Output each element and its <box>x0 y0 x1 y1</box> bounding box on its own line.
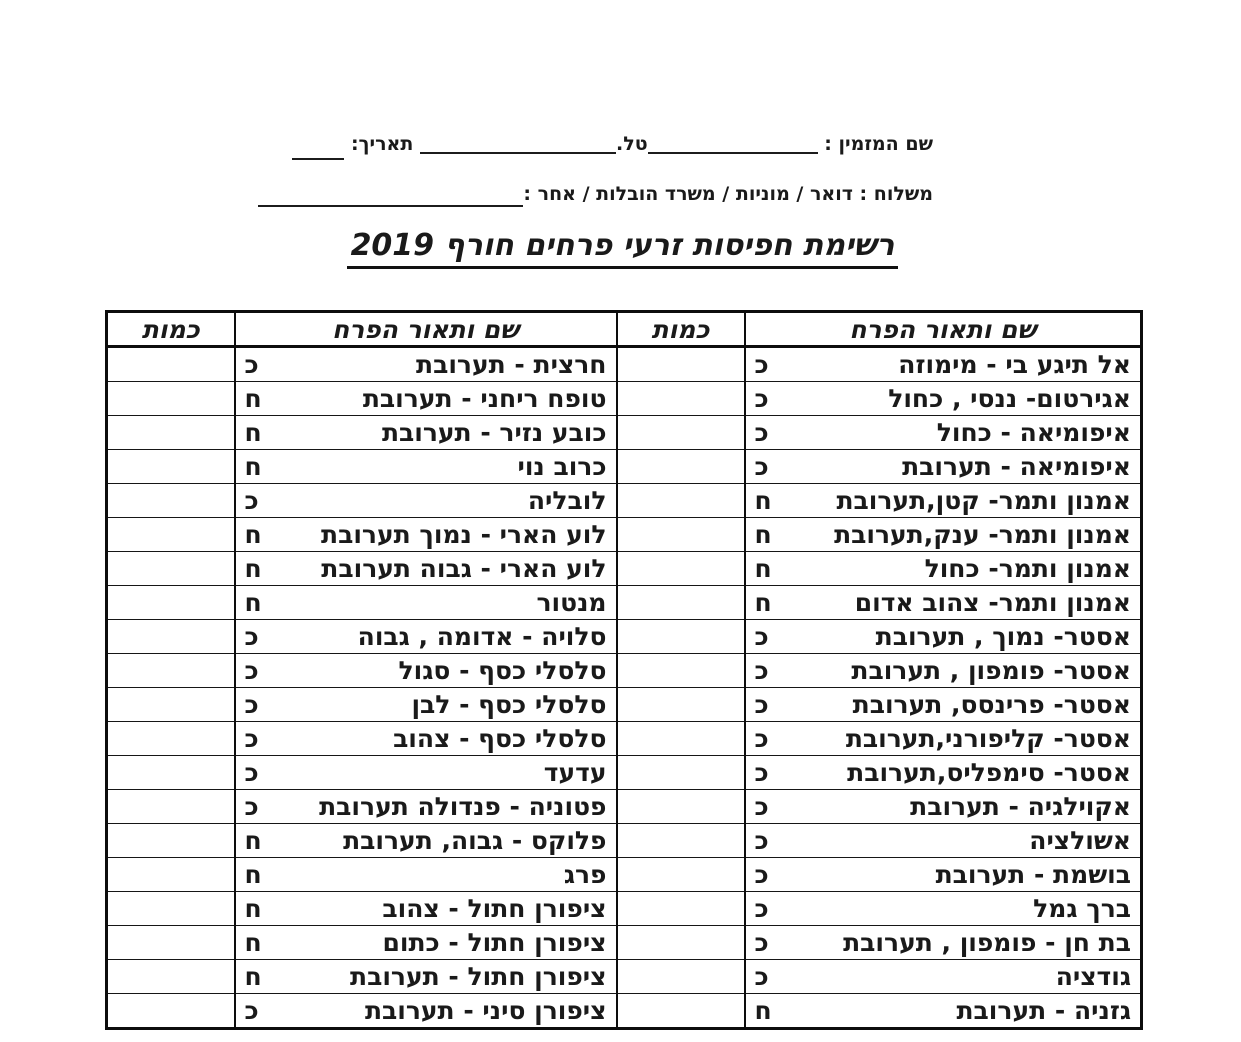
qty-cell-left <box>107 518 235 552</box>
packet-code-left: כ <box>244 656 259 685</box>
flower-name-right: בושמת - תערובת <box>935 860 1131 889</box>
qty-cell-right <box>617 756 745 790</box>
table-row <box>107 484 1142 518</box>
packet-code-left: ח <box>244 554 262 583</box>
flower-name-cell-right <box>745 586 1142 620</box>
flower-name-cell-right <box>745 382 1142 416</box>
packet-code-right: כ <box>754 962 769 991</box>
qty-cell-left <box>107 926 235 960</box>
qty-cell-left <box>107 960 235 994</box>
packet-code-right: כ <box>754 758 769 787</box>
qty-cell-right <box>617 552 745 586</box>
flower-name-cell-left <box>235 484 617 518</box>
packet-code-right: כ <box>754 826 769 855</box>
packet-code-left: ח <box>244 894 262 923</box>
packet-code-right: כ <box>754 350 769 379</box>
flower-name-left: כובע נזיר - תערובת <box>381 418 607 447</box>
packet-code-left: כ <box>244 622 259 651</box>
table-row <box>107 960 1142 994</box>
packet-code-left: כ <box>244 690 259 719</box>
packet-code-left: ח <box>244 520 262 549</box>
flower-name-cell-left <box>235 518 617 552</box>
title-block <box>105 228 1140 269</box>
table-row <box>107 382 1142 416</box>
qty-cell-left <box>107 620 235 654</box>
flower-name-right: אגירטום- ננסי , כחול <box>888 384 1131 413</box>
flower-name-left: כרוב נוי <box>517 452 607 481</box>
table-row <box>107 892 1142 926</box>
flower-name-right: אקוילגיה - תערובת <box>910 792 1131 821</box>
table-row <box>107 926 1142 960</box>
table-body <box>107 347 1142 1029</box>
date-blank-field <box>292 144 344 160</box>
table-row <box>107 620 1142 654</box>
flower-name-cell-left <box>235 654 617 688</box>
table-header-row <box>107 312 1142 347</box>
flower-name-left: לוע הארי - גבוה תערובת <box>321 554 607 583</box>
flower-name-cell-left <box>235 892 617 926</box>
table-row <box>107 654 1142 688</box>
packet-code-right: כ <box>754 724 769 753</box>
flower-name-left: פטוניה - פנדולה תערובת <box>319 792 607 821</box>
packet-code-left: כ <box>244 350 259 379</box>
flower-name-cell-right <box>745 756 1142 790</box>
flower-name-cell-right <box>745 518 1142 552</box>
phone-label: טל. <box>616 133 648 155</box>
flower-name-right: אסטר- פומפון , תערובת <box>851 656 1131 685</box>
flower-name-left: טופח ריחני - תערובת <box>362 384 607 413</box>
flower-name-left: מנטור <box>536 588 607 617</box>
packet-code-right: כ <box>754 928 769 957</box>
qty-cell-right <box>617 824 745 858</box>
page-title: רשימת חפיסות זרעי פרחים חורף 2019 <box>347 228 899 269</box>
table-row <box>107 347 1142 382</box>
qty-cell-right <box>617 926 745 960</box>
qty-cell-right <box>617 722 745 756</box>
flower-name-cell-right <box>745 892 1142 926</box>
qty-cell-right <box>617 960 745 994</box>
shipping-other-blank-field <box>258 191 523 207</box>
flower-name-right: אמנון ותמר- קטן,תערובת <box>836 486 1131 515</box>
flower-name-cell-left <box>235 382 617 416</box>
order-form-header <box>258 132 933 207</box>
qty-cell-right <box>617 620 745 654</box>
table-row <box>107 756 1142 790</box>
qty-cell-right <box>617 484 745 518</box>
qty-cell-right <box>617 654 745 688</box>
packet-code-left: ח <box>244 826 262 855</box>
flower-name-right: אל תיגע בי - מימוזה <box>898 350 1131 379</box>
packet-code-right: ח <box>754 520 772 549</box>
packet-code-right: כ <box>754 656 769 685</box>
packet-code-left: ח <box>244 588 262 617</box>
flower-name-cell-right <box>745 790 1142 824</box>
qty-cell-left <box>107 347 235 382</box>
packet-code-right: כ <box>754 860 769 889</box>
packet-code-right: כ <box>754 894 769 923</box>
flower-name-cell-left <box>235 450 617 484</box>
name-header-right: שם ותאור הפרח <box>745 312 1142 347</box>
qty-cell-left <box>107 552 235 586</box>
flower-name-cell-left <box>235 756 617 790</box>
flower-name-cell-left <box>235 722 617 756</box>
packet-code-left: ח <box>244 384 262 413</box>
flower-name-right: אמנון ותמר- כחול <box>924 554 1131 583</box>
flower-name-left: פלוקס - גבוה, תערובת <box>343 826 607 855</box>
flower-name-cell-right <box>745 926 1142 960</box>
orderer-line <box>258 132 933 157</box>
date-label: תאריך: <box>350 133 414 155</box>
flower-name-cell-left <box>235 858 617 892</box>
flower-name-right: אסטר- פרינסס, תערובת <box>852 690 1131 719</box>
packet-code-left: כ <box>244 758 259 787</box>
qty-cell-right <box>617 416 745 450</box>
shipping-options-label: משלוח : דואר / מוניות / משרד הובלות / אחר : <box>523 183 933 205</box>
packet-code-right: כ <box>754 418 769 447</box>
flower-name-cell-right <box>745 858 1142 892</box>
flower-name-right: אסטר- סימפליס,תערובת <box>847 758 1131 787</box>
flower-name-right: אסטר- קליפורני,תערובת <box>845 724 1131 753</box>
table-row <box>107 416 1142 450</box>
seed-order-table <box>105 310 1143 1030</box>
flower-name-right: ברך גמל <box>1033 894 1131 923</box>
flower-name-cell-right <box>745 552 1142 586</box>
qty-cell-right <box>617 450 745 484</box>
flower-name-left: סלסלי כסף - לבן <box>411 690 607 719</box>
qty-cell-right <box>617 892 745 926</box>
qty-cell-left <box>107 382 235 416</box>
qty-cell-left <box>107 654 235 688</box>
packet-code-left: ח <box>244 418 262 447</box>
qty-cell-right <box>617 688 745 722</box>
flower-name-cell-right <box>745 960 1142 994</box>
packet-code-right: כ <box>754 622 769 651</box>
flower-name-cell-right <box>745 347 1142 382</box>
qty-cell-left <box>107 688 235 722</box>
flower-name-cell-left <box>235 824 617 858</box>
packet-code-right: כ <box>754 452 769 481</box>
flower-name-left: לוע הארי - נמוך תערובת <box>321 520 607 549</box>
qty-cell-left <box>107 416 235 450</box>
packet-code-left: ח <box>244 962 262 991</box>
flower-name-right: בת חן - פומפון , תערובת <box>843 928 1131 957</box>
flower-name-cell-left <box>235 586 617 620</box>
flower-name-left: ציפורן חתול - תערובת <box>350 962 607 991</box>
qty-cell-right <box>617 790 745 824</box>
qty-cell-left <box>107 722 235 756</box>
qty-cell-left <box>107 824 235 858</box>
flower-name-cell-right <box>745 654 1142 688</box>
flower-name-cell-left <box>235 994 617 1029</box>
flower-name-right: איפומיאה - תערובת <box>902 452 1131 481</box>
packet-code-left: ח <box>244 860 262 889</box>
flower-name-left: ציפורן חתול - כתום <box>382 928 607 957</box>
packet-code-right: ח <box>754 996 772 1025</box>
flower-name-left: ציפורן חתול - צהוב <box>382 894 607 923</box>
qty-header-right: כמות <box>617 312 745 347</box>
flower-name-cell-left <box>235 620 617 654</box>
flower-name-cell-right <box>745 416 1142 450</box>
qty-cell-right <box>617 518 745 552</box>
qty-cell-left <box>107 858 235 892</box>
table-row <box>107 824 1142 858</box>
qty-cell-left <box>107 586 235 620</box>
flower-name-right: גודציה <box>1055 962 1131 991</box>
qty-cell-left <box>107 450 235 484</box>
qty-cell-right <box>617 347 745 382</box>
table-row <box>107 586 1142 620</box>
table-row <box>107 858 1142 892</box>
packet-code-right: ח <box>754 588 772 617</box>
shipping-line <box>258 182 933 207</box>
orderer-label: שם המזמין : <box>824 133 933 155</box>
phone-blank-field <box>420 138 616 154</box>
packet-code-left: ח <box>244 928 262 957</box>
flower-name-cell-right <box>745 484 1142 518</box>
qty-header-left: כמות <box>107 312 235 347</box>
flower-name-right: אמנון ותמר- צהוב אדום <box>854 588 1131 617</box>
packet-code-right: כ <box>754 690 769 719</box>
packet-code-left: כ <box>244 724 259 753</box>
qty-cell-left <box>107 756 235 790</box>
qty-cell-right <box>617 994 745 1029</box>
flower-name-cell-right <box>745 450 1142 484</box>
table-row <box>107 450 1142 484</box>
flower-name-right: אשולציה <box>1029 826 1131 855</box>
flower-name-right: איפומיאה - כחול <box>936 418 1131 447</box>
packet-code-left: ח <box>244 452 262 481</box>
table-row <box>107 994 1142 1029</box>
packet-code-right: כ <box>754 384 769 413</box>
flower-name-left: ציפורן סיני - תערובת <box>364 996 607 1025</box>
packet-code-right: ח <box>754 486 772 515</box>
table-row <box>107 552 1142 586</box>
table-row <box>107 790 1142 824</box>
flower-name-left: סלסלי כסף - סגול <box>398 656 607 685</box>
flower-name-cell-right <box>745 994 1142 1029</box>
flower-name-cell-right <box>745 688 1142 722</box>
flower-name-left: לובליה <box>527 486 607 515</box>
flower-name-cell-left <box>235 790 617 824</box>
orderer-blank-field <box>648 138 818 154</box>
name-header-left: שם ותאור הפרח <box>235 312 617 347</box>
flower-name-left: פרג <box>563 860 607 889</box>
flower-name-cell-right <box>745 824 1142 858</box>
flower-name-left: סלסלי כסף - צהוב <box>393 724 607 753</box>
flower-name-right: גזניה - תערובת <box>956 996 1131 1025</box>
flower-name-cell-left <box>235 688 617 722</box>
packet-code-left: כ <box>244 792 259 821</box>
qty-cell-left <box>107 484 235 518</box>
flower-name-right: אמנון ותמר- ענק,תערובת <box>834 520 1131 549</box>
flower-name-cell-left <box>235 347 617 382</box>
qty-cell-right <box>617 586 745 620</box>
flower-name-left: חרצית - תערובת <box>416 350 607 379</box>
packet-code-right: ח <box>754 554 772 583</box>
flower-name-left: סלויה - אדומה , גבוה <box>357 622 607 651</box>
qty-cell-left <box>107 892 235 926</box>
packet-code-left: כ <box>244 996 259 1025</box>
flower-name-right: אסטר- נמוך , תערובת <box>875 622 1131 651</box>
flower-name-cell-left <box>235 416 617 450</box>
table-row <box>107 722 1142 756</box>
qty-cell-right <box>617 382 745 416</box>
qty-cell-left <box>107 994 235 1029</box>
flower-name-cell-left <box>235 960 617 994</box>
flower-name-cell-right <box>745 722 1142 756</box>
packet-code-left: כ <box>244 486 259 515</box>
flower-name-left: עדעד <box>543 758 607 787</box>
qty-cell-left <box>107 790 235 824</box>
table-row <box>107 688 1142 722</box>
packet-code-right: כ <box>754 792 769 821</box>
flower-name-cell-right <box>745 620 1142 654</box>
qty-cell-right <box>617 858 745 892</box>
flower-name-cell-left <box>235 926 617 960</box>
table-row <box>107 518 1142 552</box>
flower-name-cell-left <box>235 552 617 586</box>
